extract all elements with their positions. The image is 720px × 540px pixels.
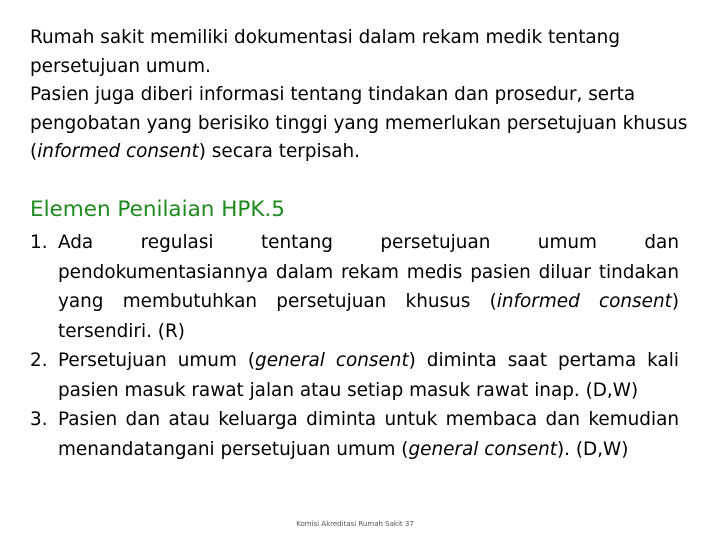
intro-paragraph-2 (30, 81, 695, 167)
intro-text (30, 24, 695, 167)
criteria-item (30, 346, 679, 405)
criteria-italic: informed consent (496, 291, 672, 312)
criteria-item (30, 228, 679, 346)
intro-paragraph-2-tail: ) secara terpisah. (198, 141, 360, 162)
criteria-text: Persetujuan umum ( (58, 350, 256, 371)
criteria-italic: general consent (255, 350, 409, 371)
criteria-text: Pasien dan atau keluarga diminta untuk membaca dan kemudian menandatangani persetujuan umum ( (58, 409, 679, 460)
criteria-number: 1. (30, 232, 48, 253)
section-title: Elemen Penilaian HPK.5 (30, 197, 285, 222)
criteria-italic: general consent (408, 438, 557, 460)
criteria-text-tail: ) diminta saat pertama kali pasien masuk rawat jalan atau setiap masuk rawat inap. (D,W) (58, 350, 679, 401)
criteria-text-tail: ). (D,W) (557, 438, 629, 460)
intro-paragraph-2-text: Pasien juga diberi informasi tentang tindakan dan prosedur, serta pengobatan yang berisiko tinggi yang memerlukan persetujuan khusus ( (30, 84, 688, 162)
criteria-item (30, 405, 679, 464)
criteria-number: 2. (30, 350, 48, 371)
intro-paragraph-1: Rumah sakit memiliki dokumentasi dalam rekam medik tentang persetujuan umum. (30, 27, 621, 77)
criteria-text-tail: ) tersendiri. (R) (58, 291, 679, 342)
intro-paragraph-2-italic: informed consent (37, 141, 199, 162)
criteria-text: Ada regulasi tentang persetujuan umum dan pendokumentasiannya dalam rekam medis pasien diluar tindakan yang membutuhkan persetujuan khusus ( (58, 232, 679, 312)
criteria-number: 3. (30, 409, 48, 430)
assessment-criteria-list (30, 228, 679, 464)
footer-text: Komisi Akreditasi Rumah Sakit 37 (296, 520, 414, 528)
